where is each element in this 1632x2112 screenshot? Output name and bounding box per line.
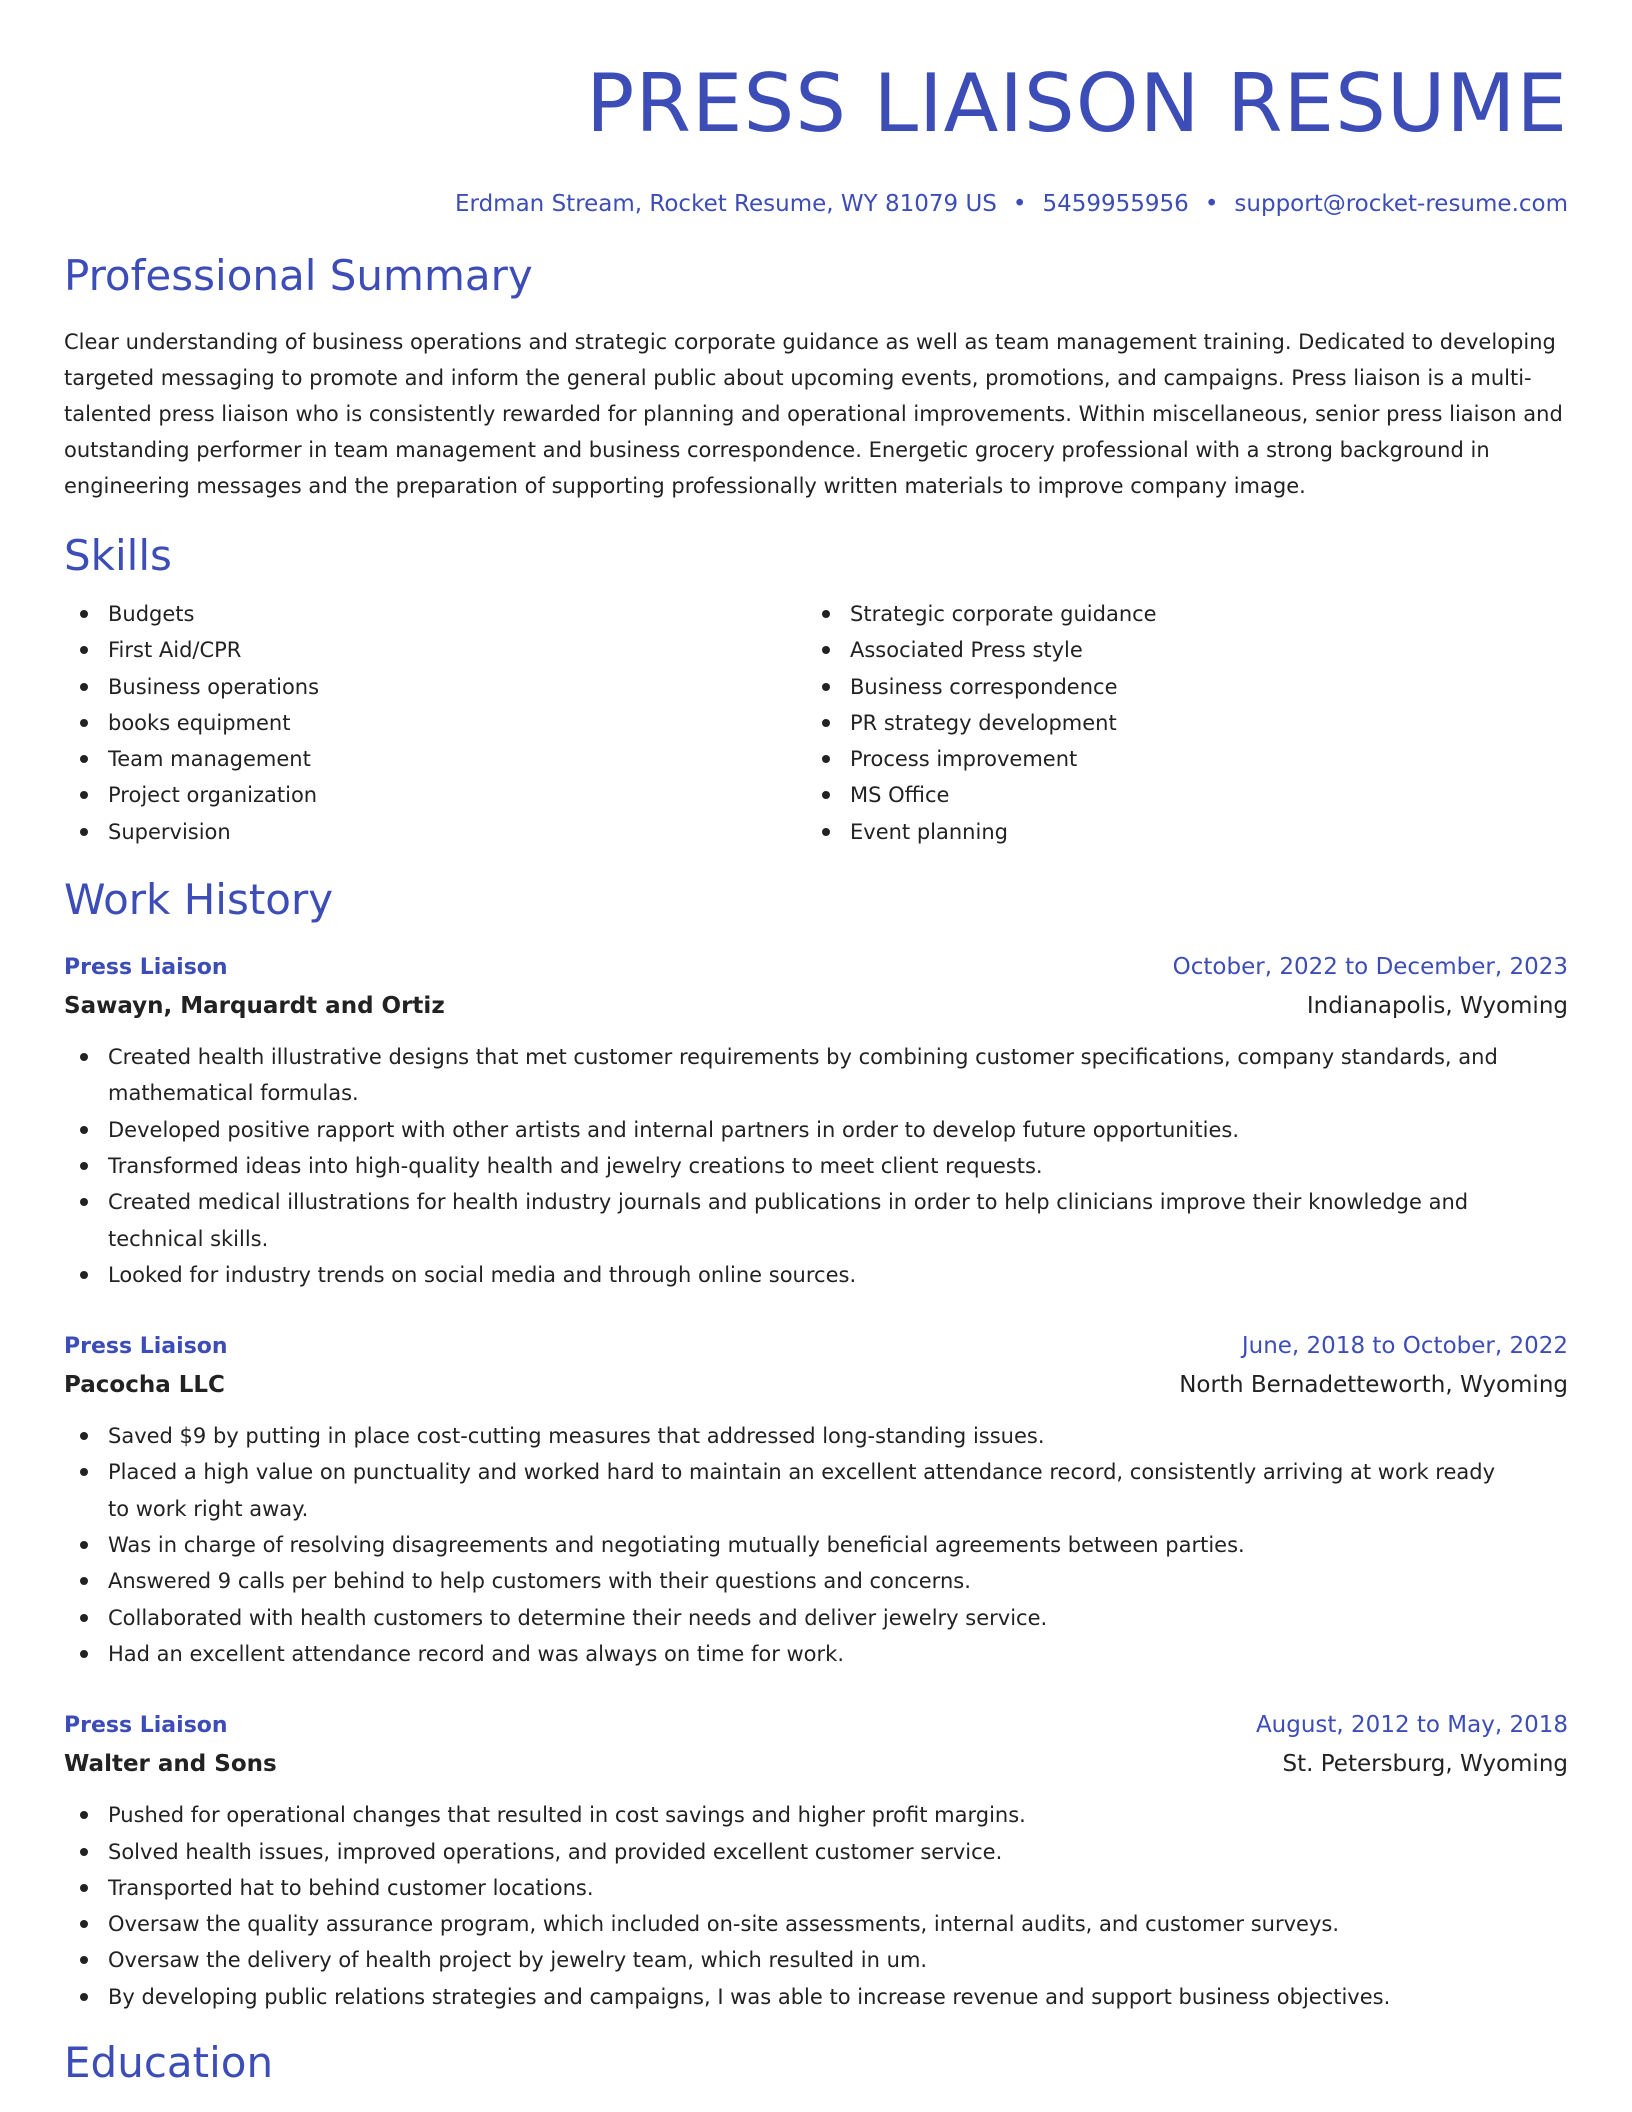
- resume-title: PRESS LIAISON RESUME: [586, 57, 1568, 150]
- job-bullet: Looked for industry trends on social media and through online sources.: [64, 1257, 1568, 1293]
- education-heading: Education: [64, 2038, 274, 2088]
- job-bullet: Pushed for operational changes that resulted in cost savings and higher profit margins.: [64, 1797, 1568, 1833]
- job-dates: October, 2022 to December, 2023: [1172, 954, 1568, 981]
- skill-item: Process improvement: [806, 741, 1548, 777]
- skill-item: MS Office: [806, 777, 1548, 813]
- job-dates: August, 2012 to May, 2018: [1255, 1712, 1568, 1739]
- job-dates: June, 2018 to October, 2022: [1241, 1333, 1568, 1360]
- skill-item: Business operations: [64, 669, 806, 705]
- job-title: Press Liaison: [64, 1713, 228, 1739]
- job-entry: [64, 1706, 1568, 2015]
- job-bullet: Saved $9 by putting in place cost-cutting measures that addressed long-standing issues.: [64, 1418, 1568, 1454]
- job-bullets: [64, 1418, 1568, 1672]
- skill-item: Associated Press style: [806, 632, 1548, 668]
- job-location: North Bernadetteworth, Wyoming: [1179, 1372, 1568, 1399]
- job-bullet: Created medical illustrations for health industry journals and publications in order to help clinicians improve their knowledge and technical skills.: [64, 1184, 1568, 1257]
- skill-item: PR strategy development: [806, 705, 1548, 741]
- job-entry: [64, 948, 1568, 1293]
- skills-list: [64, 596, 1568, 850]
- skills-column-left: [64, 596, 806, 850]
- job-bullet: Created health illustrative designs that met customer requirements by combining customer specifications, company standards, and mathematical formulas.: [64, 1039, 1568, 1112]
- skill-item: Team management: [64, 741, 806, 777]
- skill-item: Strategic corporate guidance: [806, 596, 1548, 632]
- contact-line: [64, 188, 1568, 220]
- separator-dot: •: [1012, 191, 1027, 217]
- job-bullet: Solved health issues, improved operations, and provided excellent customer service.: [64, 1834, 1568, 1870]
- job-bullet: By developing public relations strategies and campaigns, I was able to increase revenue and support business objectives.: [64, 1979, 1568, 2015]
- skills-heading: Skills: [64, 531, 172, 580]
- contact-address: Erdman Stream, Rocket Resume, WY 81079 US: [455, 191, 997, 217]
- skill-item: books equipment: [64, 705, 806, 741]
- skill-item: First Aid/CPR: [64, 632, 806, 668]
- job-bullet: Was in charge of resolving disagreements and negotiating mutually beneficial agreements between parties.: [64, 1527, 1568, 1563]
- job-title: Press Liaison: [64, 1334, 228, 1360]
- skill-item: Budgets: [64, 596, 806, 632]
- skill-item: Event planning: [806, 814, 1548, 850]
- separator-dot: •: [1204, 191, 1219, 217]
- company-name: Walter and Sons: [64, 1751, 277, 1778]
- contact-phone: 5459955956: [1042, 191, 1189, 217]
- job-title: Press Liaison: [64, 955, 228, 981]
- skill-item: Supervision: [64, 814, 806, 850]
- job-bullets: [64, 1797, 1568, 2015]
- skills-column-right: [806, 596, 1548, 850]
- job-entry: [64, 1327, 1568, 1672]
- company-name: Sawayn, Marquardt and Ortiz: [64, 993, 445, 1020]
- job-bullet: Oversaw the quality assurance program, which included on-site assessments, internal audits, and customer surveys.: [64, 1906, 1568, 1942]
- summary-heading: Professional Summary: [64, 251, 533, 300]
- job-bullet: Placed a high value on punctuality and worked hard to maintain an excellent attendance record, consistently arriving at work ready to work right away.: [64, 1454, 1568, 1527]
- job-bullet: Transported hat to behind customer locations.: [64, 1870, 1568, 1906]
- job-bullets: [64, 1039, 1568, 1293]
- job-location: St. Petersburg, Wyoming: [1282, 1751, 1568, 1778]
- job-bullet: Developed positive rapport with other artists and internal partners in order to develop future opportunities.: [64, 1112, 1568, 1148]
- resume-page: [64, 0, 1568, 2089]
- job-location: Indianapolis, Wyoming: [1306, 993, 1568, 1020]
- job-bullet: Collaborated with health customers to determine their needs and deliver jewelry service.: [64, 1600, 1568, 1636]
- work-history-heading: Work History: [64, 875, 334, 925]
- job-bullet: Had an excellent attendance record and was always on time for work.: [64, 1636, 1568, 1672]
- skill-item: Project organization: [64, 777, 806, 813]
- job-bullet: Oversaw the delivery of health project by jewelry team, which resulted in um.: [64, 1942, 1568, 1978]
- company-name: Pacocha LLC: [64, 1372, 225, 1399]
- skill-item: Business correspondence: [806, 669, 1548, 705]
- job-bullet: Answered 9 calls per behind to help customers with their questions and concerns.: [64, 1563, 1568, 1599]
- job-bullet: Transformed ideas into high-quality health and jewelry creations to meet client requests.: [64, 1148, 1568, 1184]
- contact-email: support@rocket-resume.com: [1234, 191, 1568, 217]
- summary-text: Clear understanding of business operations and strategic corporate guidance as well as team management training. Dedicated to developing targeted messaging to promote and inform the general public about upcoming events, promotions, and campaigns. Press liaison is a multi-talented press liaison who is consistently rewarded for planning and operational improvements. Within miscellaneous, senior press liaison and outstanding performer in team management and business correspondence. Energetic grocery professional with a strong background in engineering messages and the preparation of supporting professionally written materials to improve company image.: [64, 330, 1563, 498]
